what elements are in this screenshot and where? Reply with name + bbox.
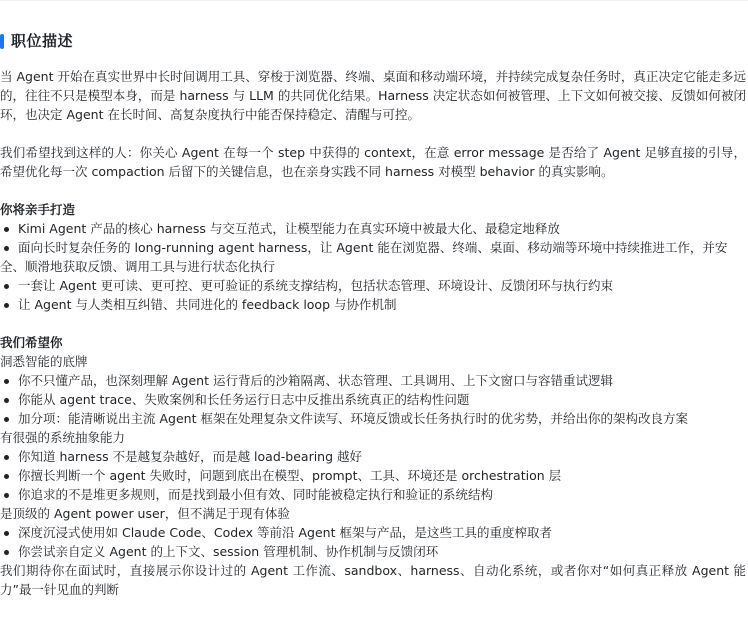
bullet-dot [4, 398, 9, 403]
bullet-dot [4, 303, 9, 308]
bullet-dot [4, 455, 9, 460]
section-accent-bar [0, 34, 4, 49]
intro-paragraph-2: 我们希望找到这样的人：你关心 Agent 在每一个 step 中获得的 context，在意 error message 是否给了 Agent 足够直接的引导，希望优化每一次 compaction 后留下的关键信息，也在亲身实践不同 harness 对模型 behavior 的真实影响。 [0, 145, 746, 179]
bullet-dot [4, 246, 9, 251]
group-1-list [0, 371, 748, 428]
bullet-dot [4, 227, 9, 232]
section-title: 职位描述 [11, 31, 74, 50]
list-item: 你追求的不是堆更多规则，而是找到最小但有效、同时能被稳定执行和验证的系统结构 [0, 485, 748, 504]
bullet-dot [4, 379, 9, 384]
group-label: 有很强的系统抽象能力 [0, 430, 126, 445]
top-divider [0, 0, 748, 1]
bullet-dot [4, 474, 9, 479]
list-item: 让 Agent 与人类相互纠错、共同进化的 feedback loop 与协作机制 [0, 295, 748, 314]
bullet-dot [4, 493, 9, 498]
intro-paragraph-1: 当 Agent 开始在真实世界中长时间调用工具、穿梭于浏览器、终端、桌面和移动端环境，并持续完成复杂任务时，真正决定它能走多远的，往往不只是模型本身，而是 harness 与 LLM 的共同优化结果。Harness 决定状态如何被管理、上下文如何被交接、反馈如何被闭环，也决定 Agent 在长时间、高复杂度执行中能否保持稳定、清醒与可控。 [0, 69, 746, 122]
list-item: 面向长时复杂任务的 long-running agent harness，让 Agent 能在浏览器、终端、桌面、移动端等环境中持续推进工作，并安全、顺滑地获取反馈、调用工具与进行状态化执行 [0, 240, 728, 274]
group-label: 是顶级的 Agent power user，但不满足于现有体验 [0, 506, 290, 521]
list-item: 你不只懂产品，也深刻理解 Agent 运行背后的沙箱隔离、状态管理、工具调用、上下文窗口与容错重试逻辑 [0, 371, 748, 390]
description-body [0, 67, 748, 599]
list-item: 加分项：能清晰说出主流 Agent 框架在处理复杂文件读写、环境反馈或长任务执行时的优劣势，并给出你的架构改良方案 [0, 409, 748, 428]
group-3-list [0, 523, 748, 561]
paragraph-gap [0, 124, 748, 143]
hope-heading: 我们希望你 [0, 335, 63, 350]
bullet-dot [4, 417, 9, 422]
paragraph-gap [0, 181, 748, 200]
paragraph-gap [0, 314, 748, 333]
section-header [0, 31, 73, 51]
list-item: 你擅长判断一个 agent 失败时，问题到底出在模型、prompt、工具、环境还是 orchestration 层 [0, 466, 748, 485]
bullet-dot [4, 284, 9, 289]
group-label: 洞悉智能的底牌 [0, 354, 88, 369]
build-heading: 你将亲手打造 [0, 202, 76, 217]
bullet-dot [4, 531, 9, 536]
list-item: 深度沉浸式使用如 Claude Code、Codex 等前沿 Agent 框架与产品，是这些工具的重度榨取者 [0, 523, 748, 542]
group-2-list [0, 447, 748, 504]
list-item: 你能从 agent trace、失败案例和长任务运行日志中反推出系统真正的结构性问题 [0, 390, 748, 409]
bullet-dot [4, 550, 9, 555]
closing-paragraph: 我们期待你在面试时，直接展示你设计过的 Agent 工作流、sandbox、harness、自动化系统，或者你对“如何真正释放 Agent 能力”最一针见血的判断 [0, 563, 746, 597]
list-item: Kimi Agent 产品的核心 harness 与交互范式，让模型能力在真实环境中被最大化、最稳定地释放 [0, 219, 748, 238]
build-list [0, 219, 748, 314]
list-item: 你尝试亲自定义 Agent 的上下文、session 管理机制、协作机制与反馈闭环 [0, 542, 748, 561]
list-item: 你知道 harness 不是越复杂越好，而是越 load-bearing 越好 [0, 447, 748, 466]
list-item: 一套让 Agent 更可读、更可控、更可验证的系统支撑结构，包括状态管理、环境设计、反馈闭环与执行约束 [0, 276, 748, 295]
